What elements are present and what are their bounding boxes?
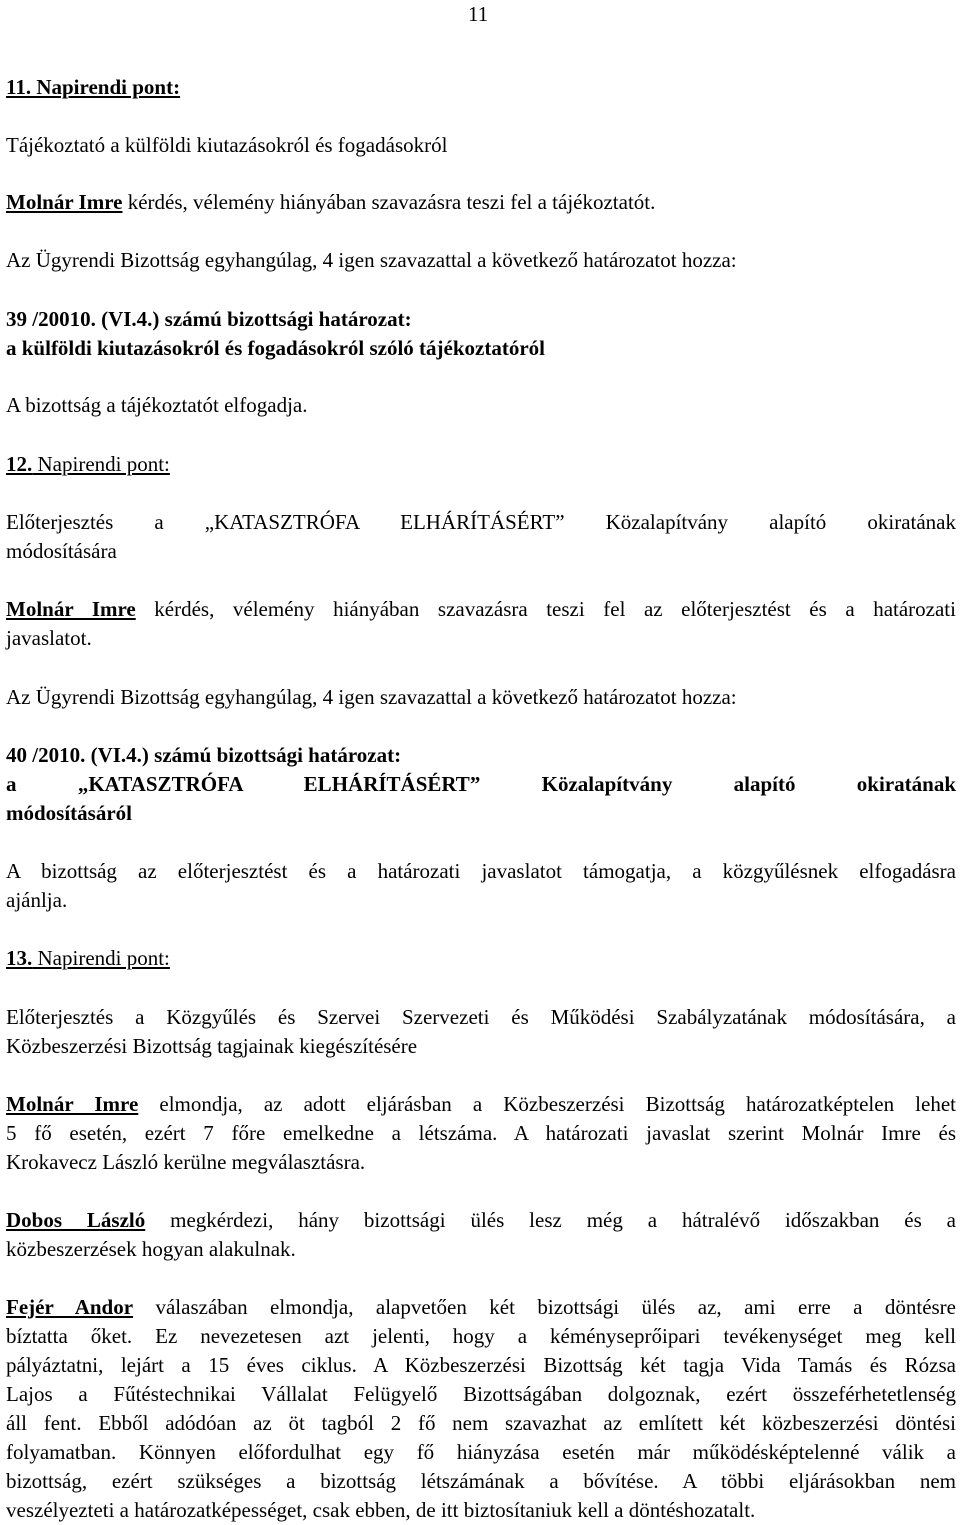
agenda-item-12-vote: Az Ügyrendi Bizottság egyhangúlag, 4 igen szavazattal a következő határozatot hozza:	[6, 685, 737, 709]
agenda-item-13-subject-line2: Közbeszerzési Bizottság tagjainak kiegészítésére	[6, 1034, 418, 1058]
resolution-40-text-line2: ajánlja.	[6, 888, 68, 912]
resolution-40-subject-line2: módosításáról	[6, 801, 132, 825]
paragraph-fejer-line8: veszélyezteti a határozatképességet, csak ebben, de itt biztosítaniuk kell a döntéshozatalt.	[6, 1498, 756, 1522]
resolution-40-title: 40 /2010. (VI.4.) számú bizottsági határozat:	[6, 743, 402, 767]
agenda-item-11-vote: Az Ügyrendi Bizottság egyhangúlag, 4 igen szavazattal a következő határozatot hozza:	[6, 248, 737, 272]
speaker-name: Dobos László	[6, 1208, 146, 1232]
paragraph-fejer-line4: Lajos a Fűtéstechnikai Vállalat Felügyelő Bizottságában dolgoznak, ezért összeférhetetlenség	[6, 1382, 956, 1406]
agenda-item-13-title: 13. Napirendi pont:	[6, 946, 170, 970]
speaker-name: Molnár Imre	[6, 597, 136, 621]
paragraph-fejer-line2: bíztatta őket. Ez nevezetesen azt jelenti, hogy a kéményseprőipari tevékenységet meg kell	[6, 1324, 956, 1348]
agenda-item-12-discussion: Molnár Imre kérdés, vélemény hiányában szavazásra teszi fel az előterjesztést és a határozati	[6, 597, 956, 621]
speaker-name: Fejér Andor	[6, 1295, 134, 1319]
paragraph-dobos-line1: Dobos László megkérdezi, hány bizottsági ülés lesz még a hátralévő időszakban és a	[6, 1208, 957, 1232]
resolution-39-subject: a külföldi kiutazásokról és fogadásokról szóló tájékoztatóról	[6, 336, 545, 360]
agenda-item-13-subject-line1: Előterjesztés a Közgyűlés és Szervei Szervezeti és Működési Szabályzatának módosítására, a	[6, 1005, 956, 1029]
paragraph-fejer-line1: Fejér Andor válaszában elmondja, alapvetően két bizottsági ülés az, ami erre a döntésre	[6, 1295, 956, 1319]
resolution-39-text: A bizottság a tájékoztatót elfogadja.	[6, 393, 308, 417]
agenda-item-12-discussion-line2: javaslatot.	[6, 626, 92, 650]
paragraph-molnar-line3: Krokavecz László kerülne megválasztásra.	[6, 1150, 366, 1174]
agenda-item-11-discussion: Molnár Imre kérdés, vélemény hiányában szavazásra teszi fel a tájékoztatót.	[6, 190, 656, 214]
paragraph-dobos-line2: közbeszerzések hogyan alakulnak.	[6, 1237, 296, 1261]
agenda-item-11-subject: Tájékoztató a külföldi kiutazásokról és fogadásokról	[6, 133, 448, 157]
agenda-item-12-subject-line1: Előterjesztés a „KATASZTRÓFA ELHÁRÍTÁSÉRT” Közalapítvány alapító okiratának	[6, 510, 956, 534]
paragraph-fejer-line7: bizottság, ezért szükséges a bizottság létszámának a bővítése. A többi eljárásokban nem	[6, 1469, 956, 1493]
resolution-40-subject-line1: a „KATASZTRÓFA ELHÁRÍTÁSÉRT” Közalapítvány alapító okiratának	[6, 772, 956, 796]
paragraph-molnar-line1: Molnár Imre elmondja, az adott eljárásban a Közbeszerzési Bizottság határozatképtelen lehet	[6, 1092, 956, 1116]
resolution-39-title: 39 /20010. (VI.4.) számú bizottsági határozat:	[6, 307, 412, 331]
paragraph-fejer-line6: folyamatban. Könnyen előfordulhat egy fő hiányzása esetén már működésképtelenné válik a	[6, 1440, 956, 1464]
agenda-item-12-subject-line2: módosítására	[6, 539, 117, 563]
speaker-name: Molnár Imre	[6, 190, 123, 214]
paragraph-molnar-line2: 5 fő esetén, ezért 7 főre emelkedne a létszáma. A határozati javaslat szerint Molnár Imre és	[6, 1121, 956, 1145]
agenda-item-12-title: 12. Napirendi pont:	[6, 452, 170, 476]
paragraph-fejer-line5: áll fent. Ebből adódóan az öt tagból 2 fő nem szavazhat az említett két közbeszerzési döntési	[6, 1411, 956, 1435]
speaker-name: Molnár Imre	[6, 1092, 139, 1116]
agenda-item-11-title: 11. Napirendi pont:	[6, 75, 181, 99]
resolution-40-text-line1: A bizottság az előterjesztést és a határozati javaslatot támogatja, a közgyűlésnek elfogadásra	[6, 859, 956, 883]
paragraph-fejer-line3: pályáztatni, lejárt a 15 éves ciklus. A Közbeszerzési Bizottság két tagja Vida Tamás és Rózsa	[6, 1353, 956, 1377]
page-number: 11	[468, 2, 489, 26]
